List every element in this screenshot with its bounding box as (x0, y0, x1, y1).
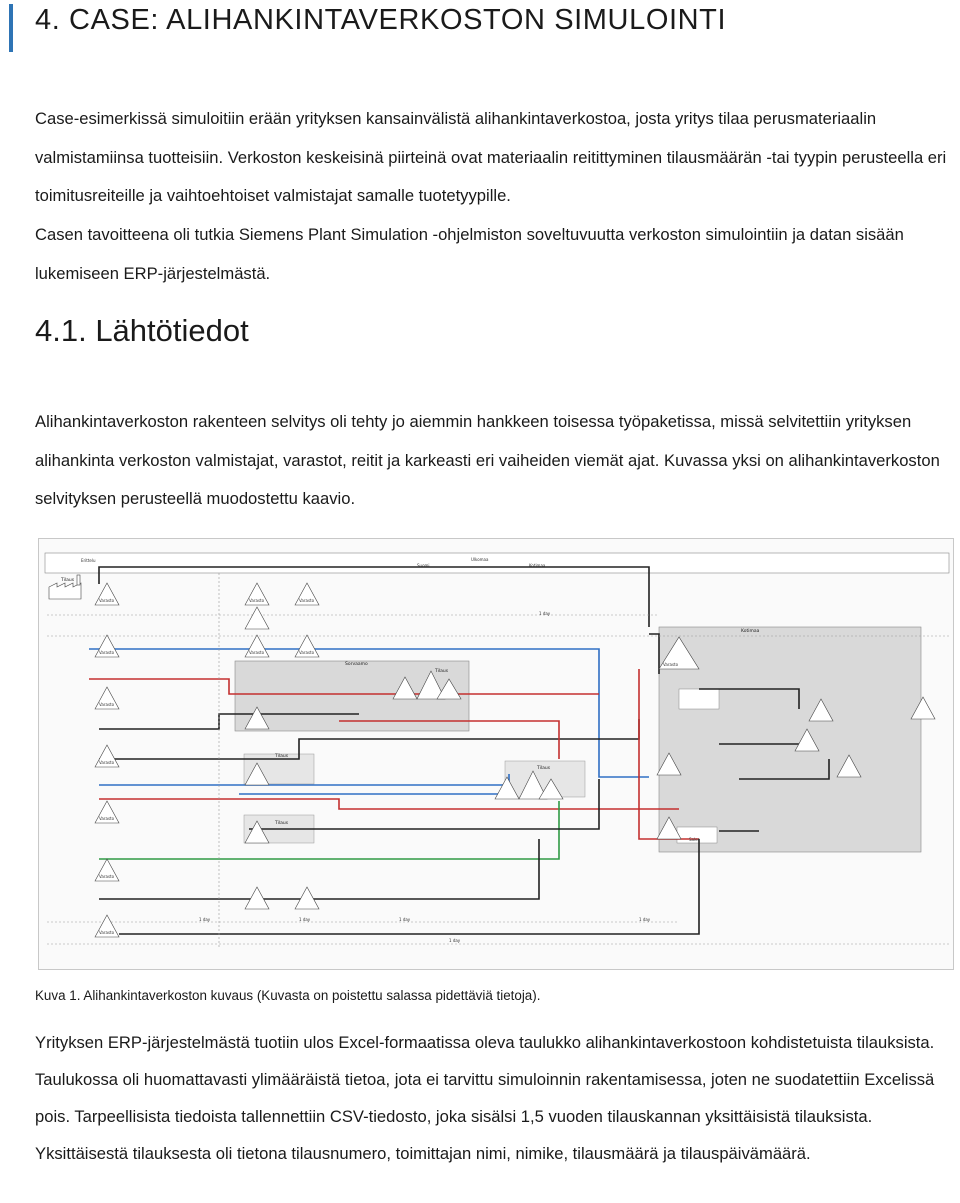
region-label: Sorvaamo (345, 662, 368, 667)
diagram-header (45, 553, 949, 573)
timeline-label: 1 day (199, 917, 211, 922)
background-paragraph: Alihankintaverkoston rakenteen selvitys oli tehty jo aiemmin hankkeen toisessa työpaketissa, missä selvitettiin yrityksen alihankinta verkoston valmistajat, varastot, reitit ja karkeasti eri vaiheiden viemät ajat. Kuvassa yksi on alihankintaverkoston selvityksen perusteellä muodostettu kaavio. (35, 412, 940, 509)
section-title: 4.1. Lähtötiedot (35, 313, 249, 348)
timeline-label: 1 day (639, 917, 651, 922)
timeline-label: 1 day (299, 917, 311, 922)
node-label: Varasto (99, 760, 115, 765)
region-label: Tilaus (61, 578, 75, 583)
network-diagram-figure (38, 538, 954, 970)
region-label: Tilaus (275, 821, 289, 826)
node-label: Varasto (299, 598, 315, 603)
erp-paragraph: Yrityksen ERP-järjestelmästä tuotiin ulos Excel-formaatissa oleva taulukko alihankintaverkostoon kohdistetuista tilauksista. Taulukossa oli huomattavasti ylimääräistä tietoa, jota ei tarvittu simuloinnin rakentamisessa, joten ne suodatettiin Excelissä pois. Tarpeellisista tiedoista tallennettiin CSV-tiedosto, joka sisälsi 1,5 vuoden tilauskannan yksittäisistä tilauksista. Yksittäisestä tilauksesta oli tietona tilausnumero, toimittajan nimi, nimike, tilausmäärä ja tilauspäivämäärä. (35, 1033, 935, 1163)
info-label: Sales (689, 837, 700, 842)
node-label: Varasto (99, 930, 115, 935)
network-diagram (39, 539, 955, 971)
node-label: Varasto (663, 662, 679, 667)
diagram-header-label: Erittelu (81, 558, 96, 563)
chapter-title: 4. CASE: ALIHANKINTAVERKOSTON SIMULOINTI (35, 4, 727, 36)
intro-paragraph: Case-esimerkissä simuloitiin erään yrityksen kansainvälistä alihankintaverkostoa, josta yritys tilaa perusmateriaalin valmistamiinsa tuotteisiin. Verkoston keskeisinä piirteinä ovat materiaalin reitittyminen tilausmäärän -tai tyypin perusteella eri toimitusreiteille ja vaihtoehtoiset valmistajat samalle tuotetyypille. (35, 109, 947, 206)
node-label: Varasto (99, 702, 115, 707)
node-label: Varasto (99, 650, 115, 655)
region-label: Tilaus (435, 669, 449, 674)
grey-panel (659, 627, 921, 852)
timeline-label: 1 day (449, 938, 461, 943)
region-label: Kotimaa (741, 629, 760, 634)
region-label: Tilaus (275, 754, 289, 759)
diagram-header-label: Suomi (417, 563, 430, 568)
timeline-label: 1 day (539, 611, 551, 616)
timeline-label: 1 day (399, 917, 411, 922)
node-label: Varasto (299, 650, 315, 655)
info-box (679, 689, 719, 709)
figure-caption: Kuva 1. Alihankintaverkoston kuvaus (Kuvasta on poistettu salassa pidettäviä tietoja). (35, 988, 541, 1003)
diagram-header-label: Kotimaa (529, 563, 546, 568)
chapter-accent-bar (9, 4, 13, 52)
node-label: Varasto (99, 874, 115, 879)
goal-paragraph: Casen tavoitteena oli tutkia Siemens Plant Simulation -ohjelmiston soveltuvuutta verkoston simulointiin ja datan sisään lukemiseen ERP-järjestelmästä. (35, 225, 904, 283)
node-label: Varasto (249, 598, 265, 603)
node-label: Varasto (99, 598, 115, 603)
diagram-header-label: Ulkomaa (471, 557, 489, 562)
node-label: Varasto (249, 650, 265, 655)
region-label: Tilaus (537, 766, 551, 771)
node-label: Varasto (99, 816, 115, 821)
